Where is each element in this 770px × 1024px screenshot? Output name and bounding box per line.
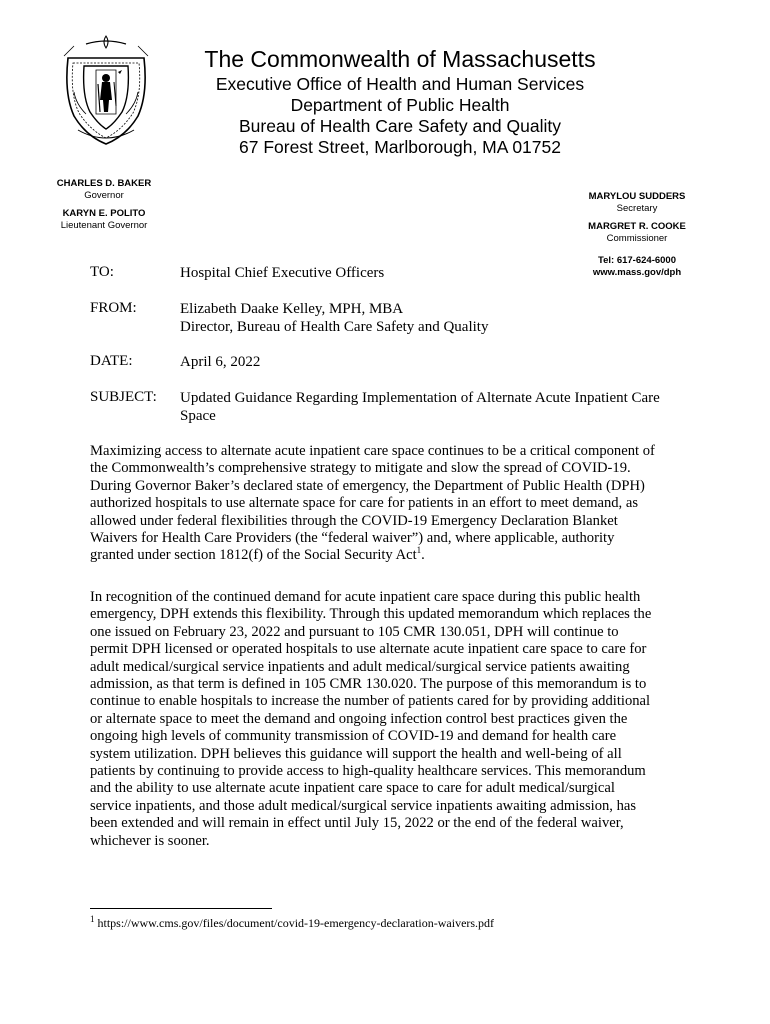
official-title: Governor: [84, 190, 124, 201]
official-commissioner: [578, 221, 696, 245]
memo-from-label: FROM:: [90, 300, 137, 316]
letterhead-address: 67 Forest Street, Marlborough, MA 01752: [239, 137, 561, 157]
memo-from-name: Elizabeth Daake Kelley, MPH, MBA: [180, 301, 404, 317]
text-line: or alternate space to meet the demand and ongoing infection control best practices given the: [90, 710, 628, 727]
official-secretary: [578, 191, 696, 215]
official-title: Lieutenant Governor: [60, 220, 148, 231]
body-paragraph-2: [90, 589, 682, 850]
text-line: continue to enable hospitals to increase the number of patients cared for by providing additional: [90, 693, 651, 710]
text-line: ongoing high levels of community transmission of COVID-19 and demand for health care: [90, 728, 617, 745]
letterhead-department: Department of Public Health: [290, 95, 510, 115]
official-governor: [44, 178, 164, 202]
memo-date: April 6, 2022: [180, 354, 261, 370]
text-line: whichever is sooner.: [90, 832, 210, 849]
text-line: system utilization. DPH believes this guidance will support the health and well-being of all: [90, 745, 622, 762]
text-line: authorized hospitals to use alternate space for care for patients in an effort to meet demand, as: [90, 495, 638, 512]
text-line: been extended and will remain in effect until July 15, 2022 or the end of the federal waiver,: [90, 815, 624, 832]
text-line: Maximizing access to alternate acute inpatient care space continues to be a critical component of: [90, 443, 655, 459]
text-line: permit DPH licensed or operated hospitals to use alternate acute inpatient care space to care for: [90, 641, 647, 658]
memo-subject-line2: Space: [180, 408, 216, 424]
official-title: Commissioner: [606, 233, 668, 244]
footnote-mark: 1: [90, 914, 95, 924]
text-span: .: [421, 547, 425, 564]
commonwealth-seal-icon: [56, 34, 156, 148]
official-name: CHARLES D. BAKER: [56, 178, 152, 189]
letterhead-title: The Commonwealth of Massachusetts: [204, 46, 596, 72]
text-line: Waivers for Health Care Providers (the “federal waiver”) and, where applicable, authority: [90, 530, 615, 547]
text-line: patients by continuing to provide access to high-quality healthcare services. This memorandum: [90, 763, 646, 780]
text-line: In recognition of the continued demand for acute inpatient care space during this public health: [90, 589, 641, 605]
footnote: [90, 916, 494, 931]
contact-web[interactable]: www.mass.gov/dph: [592, 267, 682, 278]
footnote-link[interactable]: https://www.cms.gov/files/document/covid-19-emergency-declaration-waivers.pdf: [97, 916, 495, 930]
text-line: allowed under federal flexibilities through the COVID-19 Emergency Declaration Blanket: [90, 512, 618, 529]
memo-from-title: Director, Bureau of Health Care Safety and Quality: [180, 319, 489, 335]
body-paragraph-1: [90, 443, 682, 565]
letterhead-bureau: Bureau of Health Care Safety and Quality: [239, 116, 561, 136]
memo-to: Hospital Chief Executive Officers: [180, 265, 385, 281]
official-name: MARGRET R. COOKE: [588, 221, 686, 232]
text-line: emergency, DPH extends this flexibility. Through this updated memorandum which replaces the: [90, 606, 652, 623]
text-line: [90, 547, 682, 564]
memo-subject-line1: Updated Guidance Regarding Implementation of Alternate Acute Inpatient Care: [180, 390, 660, 406]
text-line: one issued on February 23, 2022 and pursuant to 105 CMR 130.051, DPH will continue to: [90, 623, 619, 640]
text-line: the Commonwealth’s comprehensive strategy to mitigate and slow the spread of COVID-19.: [90, 460, 631, 477]
text-line: adult medical/surgical service inpatients and adult medical/surgical service patients awaiting: [90, 658, 630, 675]
text-line: admission, as that term is defined in 105 CMR 130.020. The purpose of this memorandum is to: [90, 676, 647, 693]
memo-subject-label: SUBJECT:: [90, 389, 157, 405]
official-name: KARYN E. POLITO: [62, 208, 146, 219]
footnote-reference[interactable]: 1: [416, 545, 422, 556]
letterhead-office: Executive Office of Health and Human Services: [215, 74, 585, 94]
text-line: and the ability to use alternate acute inpatient care space to care for adult medical/surgical: [90, 780, 615, 797]
text-line: During Governor Baker’s declared state of emergency, the Department of Public Health (DPH): [90, 477, 645, 494]
official-lieutenant-governor: [44, 208, 164, 232]
official-name: MARYLOU SUDDERS: [588, 191, 686, 202]
text-line: service inpatients, and those adult medical/surgical service inpatients awaiting admission, has: [90, 797, 637, 814]
memo-date-label: DATE:: [90, 353, 133, 369]
contact-tel: Tel: 617-624-6000: [598, 255, 676, 266]
official-title: Secretary: [616, 203, 658, 214]
text-span: granted under section 1812(f) of the Social Security Act: [90, 547, 417, 564]
memo-to-label: TO:: [90, 264, 114, 280]
footnote-divider: [90, 908, 272, 909]
